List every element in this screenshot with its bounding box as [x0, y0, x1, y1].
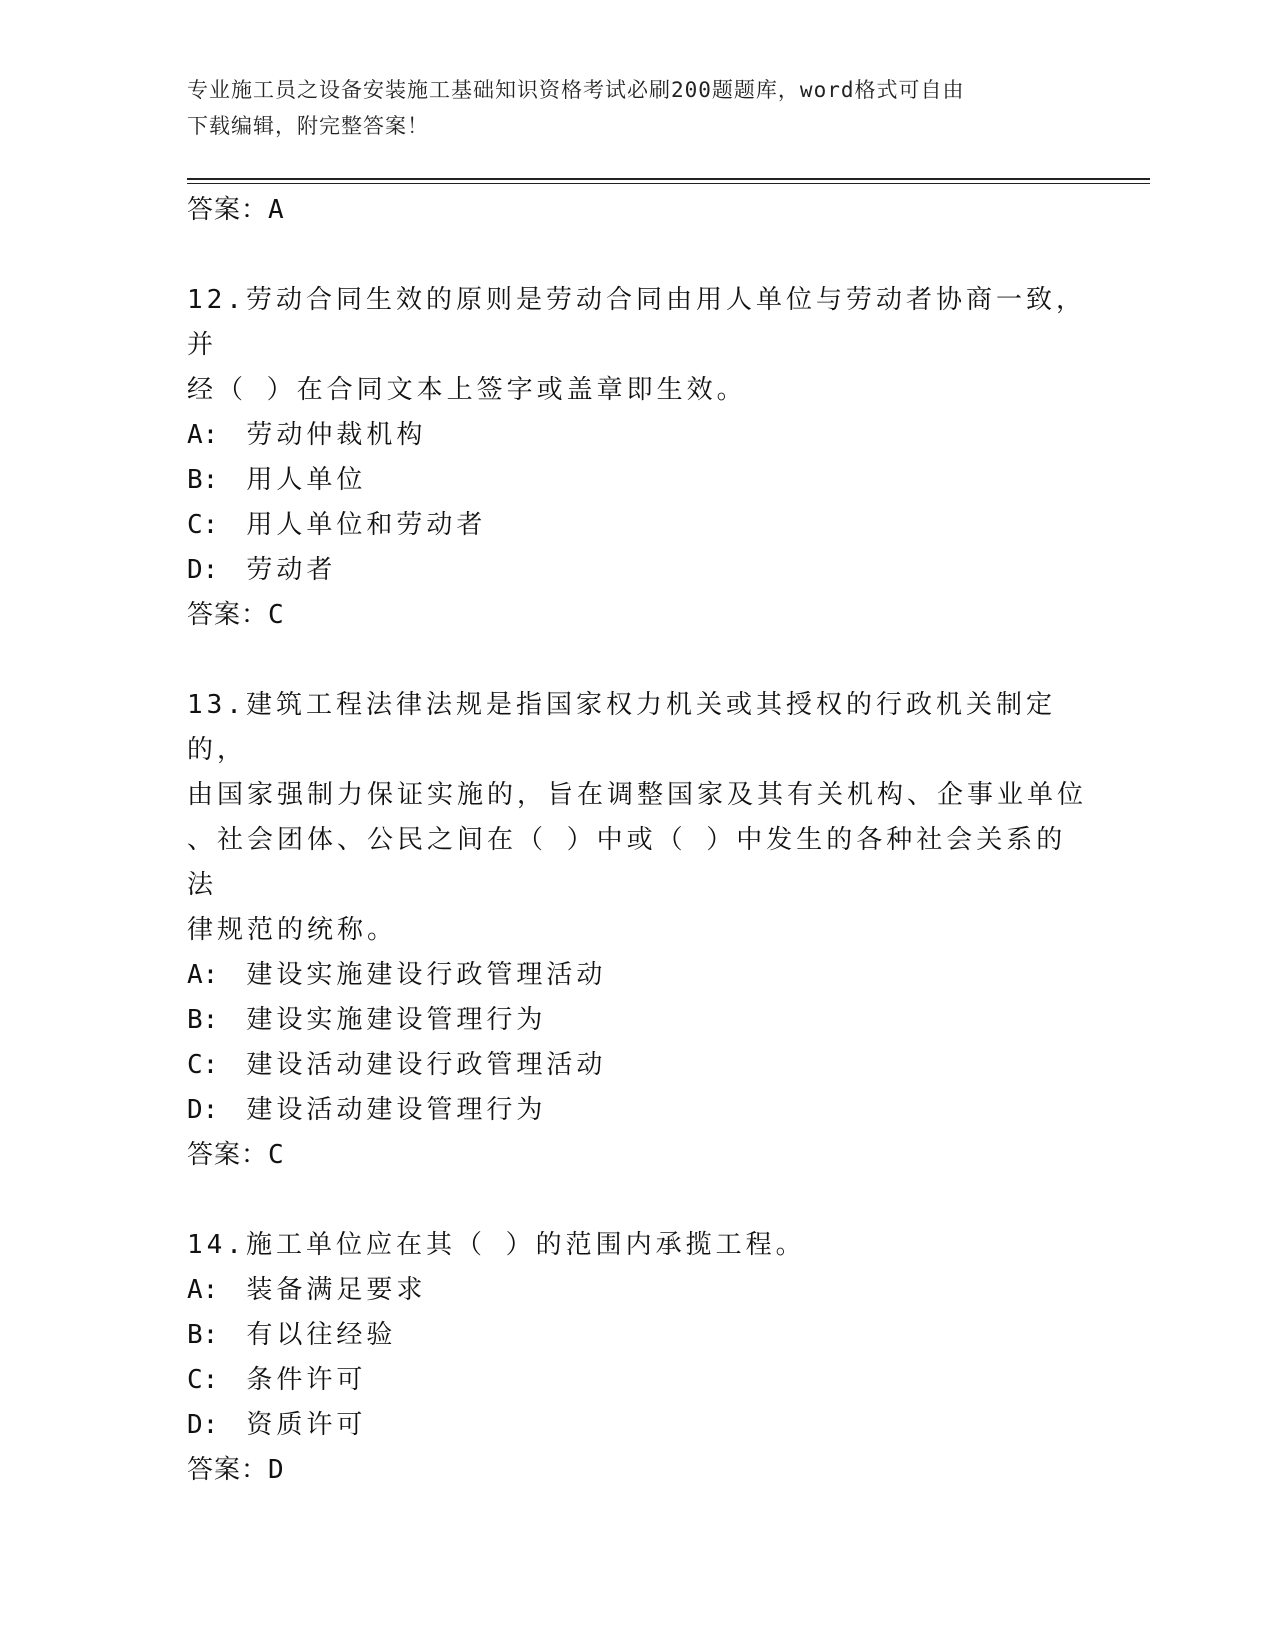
- option-d: [187, 1088, 1087, 1133]
- question-text-line: 14.施工单位应在其（ ）的范围内承揽工程。: [187, 1230, 806, 1260]
- option-text: 劳动仲裁机构: [246, 420, 427, 450]
- option-letter: C:: [187, 1365, 219, 1395]
- document-header: [187, 72, 1087, 144]
- option-b: [187, 1313, 1087, 1358]
- option-text: 建设活动建设行政管理活动: [246, 1050, 607, 1080]
- option-text: 有以往经验: [246, 1320, 397, 1350]
- document-body: [187, 188, 1087, 1493]
- option-text: 建设实施建设管理行为: [246, 1005, 547, 1035]
- option-d: [187, 1403, 1087, 1448]
- option-letter: C:: [187, 1050, 219, 1080]
- option-b: [187, 998, 1087, 1043]
- option-text: 条件许可: [246, 1365, 367, 1395]
- option-letter: A:: [187, 960, 219, 990]
- option-text: 资质许可: [246, 1410, 367, 1440]
- option-letter: D:: [187, 1095, 219, 1125]
- option-text: 用人单位: [246, 465, 367, 495]
- option-letter: B:: [187, 1005, 219, 1035]
- option-letter: B:: [187, 465, 219, 495]
- option-c: [187, 503, 1087, 548]
- option-d: [187, 548, 1087, 593]
- question-block: [187, 683, 1087, 1178]
- option-a: [187, 1268, 1087, 1313]
- option-text: 建设实施建设行政管理活动: [246, 960, 607, 990]
- option-letter: A:: [187, 1275, 219, 1305]
- option-letter: D:: [187, 555, 219, 585]
- option-letter: B:: [187, 1320, 219, 1350]
- header-line-1: 专业施工员之设备安装施工基础知识资格考试必刷200题题库，word格式可自由: [187, 78, 965, 102]
- option-text: 用人单位和劳动者: [246, 510, 487, 540]
- header-line-2: 下载编辑，附完整答案！: [187, 114, 429, 138]
- question-block: [187, 278, 1087, 638]
- option-b: [187, 458, 1087, 503]
- answer-line: 答案：D: [187, 1455, 285, 1485]
- option-text: 劳动者: [246, 555, 337, 585]
- option-a: [187, 953, 1087, 998]
- question-text-line: 12.劳动合同生效的原则是劳动合同由用人单位与劳动者协商一致，并: [187, 285, 1086, 360]
- question-text-line: 13.建筑工程法律法规是指国家权力机关或其授权的行政机关制定的，: [187, 690, 1056, 765]
- option-c: [187, 1358, 1087, 1403]
- answer-line: 答案：C: [187, 1140, 285, 1170]
- question-block: [187, 1223, 1087, 1493]
- option-a: [187, 413, 1087, 458]
- option-text: 建设活动建设管理行为: [246, 1095, 547, 1125]
- option-letter: C:: [187, 510, 219, 540]
- question-text-line: 律规范的统称。: [187, 915, 398, 945]
- option-c: [187, 1043, 1087, 1088]
- option-letter: A:: [187, 420, 219, 450]
- option-letter: D:: [187, 1410, 219, 1440]
- question-text-line: 经（ ）在合同文本上签字或盖章即生效。: [187, 375, 747, 405]
- answer-line: 答案：A: [187, 195, 285, 225]
- header-divider-thin: [187, 183, 1150, 184]
- answer-line: 答案：C: [187, 600, 285, 630]
- question-text-line: 、社会团体、公民之间在（ ）中或（ ）中发生的各种社会关系的法: [187, 825, 1067, 900]
- header-divider-thick: [187, 178, 1150, 180]
- option-text: 装备满足要求: [246, 1275, 427, 1305]
- question-text-line: 由国家强制力保证实施的，旨在调整国家及其有关机构、企事业单位: [187, 780, 1088, 810]
